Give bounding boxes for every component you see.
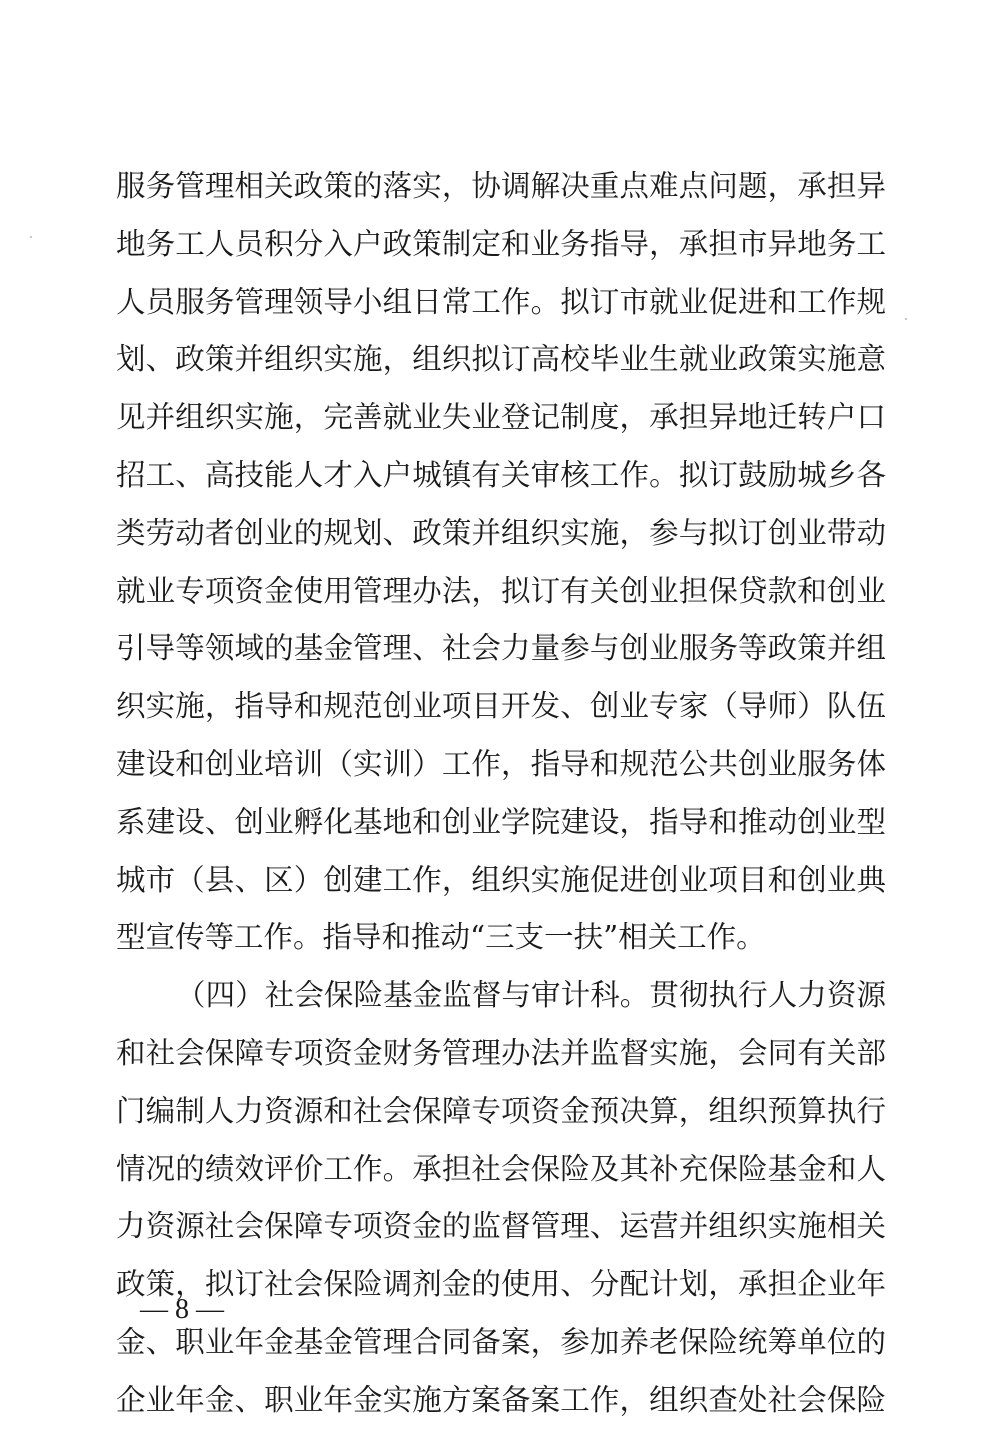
text-line: 企业年金、职业年金实施方案备案工作，组织查处社会保险 <box>116 1382 886 1417</box>
text-line: 和社会保障专项资金财务管理办法并监督实施，会同有关部 <box>116 1035 886 1070</box>
text-line: 招工、高技能人才入户城镇有关审核工作。拟订鼓励城乡各 <box>116 457 886 492</box>
text-line: 门编制人力资源和社会保障专项资金预决算，组织预算执行 <box>116 1093 886 1128</box>
text-line: 金、职业年金基金管理合同备案，参加养老保险统筹单位的 <box>116 1324 886 1359</box>
text-line: 就业专项资金使用管理办法，拟订有关创业担保贷款和创业 <box>116 573 886 608</box>
text-line: 政策，拟订社会保险调剂金的使用、分配计划，承担企业年 <box>116 1267 886 1302</box>
text-line: 城市（县、区）创建工作，组织实施促进创业项目和创业典 <box>116 862 886 897</box>
text-line: 地务工人员积分入户政策制定和业务指导，承担市异地务工 <box>116 226 886 261</box>
text-line: 系建设、创业孵化基地和创业学院建设，指导和推动创业型 <box>116 804 886 839</box>
text-line: 服务管理相关政策的落实，协调解决重点难点问题，承担异 <box>116 169 886 203</box>
section-heading-line: （四）社会保险基金监督与审计科。贯彻执行人力资源 <box>176 978 886 1013</box>
text-line: 建设和创业培训（实训）工作，指导和规范公共创业服务体 <box>116 746 886 781</box>
text-line: 引导等领域的基金管理、社会力量参与创业服务等政策并组 <box>116 631 886 666</box>
page-number: — 8 — <box>140 1294 224 1325</box>
body-text <box>116 158 886 1430</box>
text-line: 划、政策并组织实施，组织拟订高校毕业生就业政策实施意 <box>116 342 886 377</box>
text-line: 人员服务管理领导小组日常工作。拟订市就业促进和工作规 <box>116 284 886 319</box>
text-line: 类劳动者创业的规划、政策并组织实施，参与拟订创业带动 <box>116 515 886 550</box>
scan-speck <box>905 318 907 320</box>
text-line: 见并组织实施，完善就业失业登记制度，承担异地迁转户口 <box>116 400 886 435</box>
text-line: 织实施，指导和规范创业项目开发、创业专家（导师）队伍 <box>116 689 886 724</box>
scan-speck <box>30 236 32 238</box>
text-line: 力资源社会保障专项资金的监督管理、运营并组织实施相关 <box>116 1209 886 1244</box>
text-line: 情况的绩效评价工作。承担社会保险及其补充保险基金和人 <box>116 1151 886 1186</box>
text-line: 型宣传等工作。指导和推动“三支一扶”相关工作。 <box>116 920 766 955</box>
